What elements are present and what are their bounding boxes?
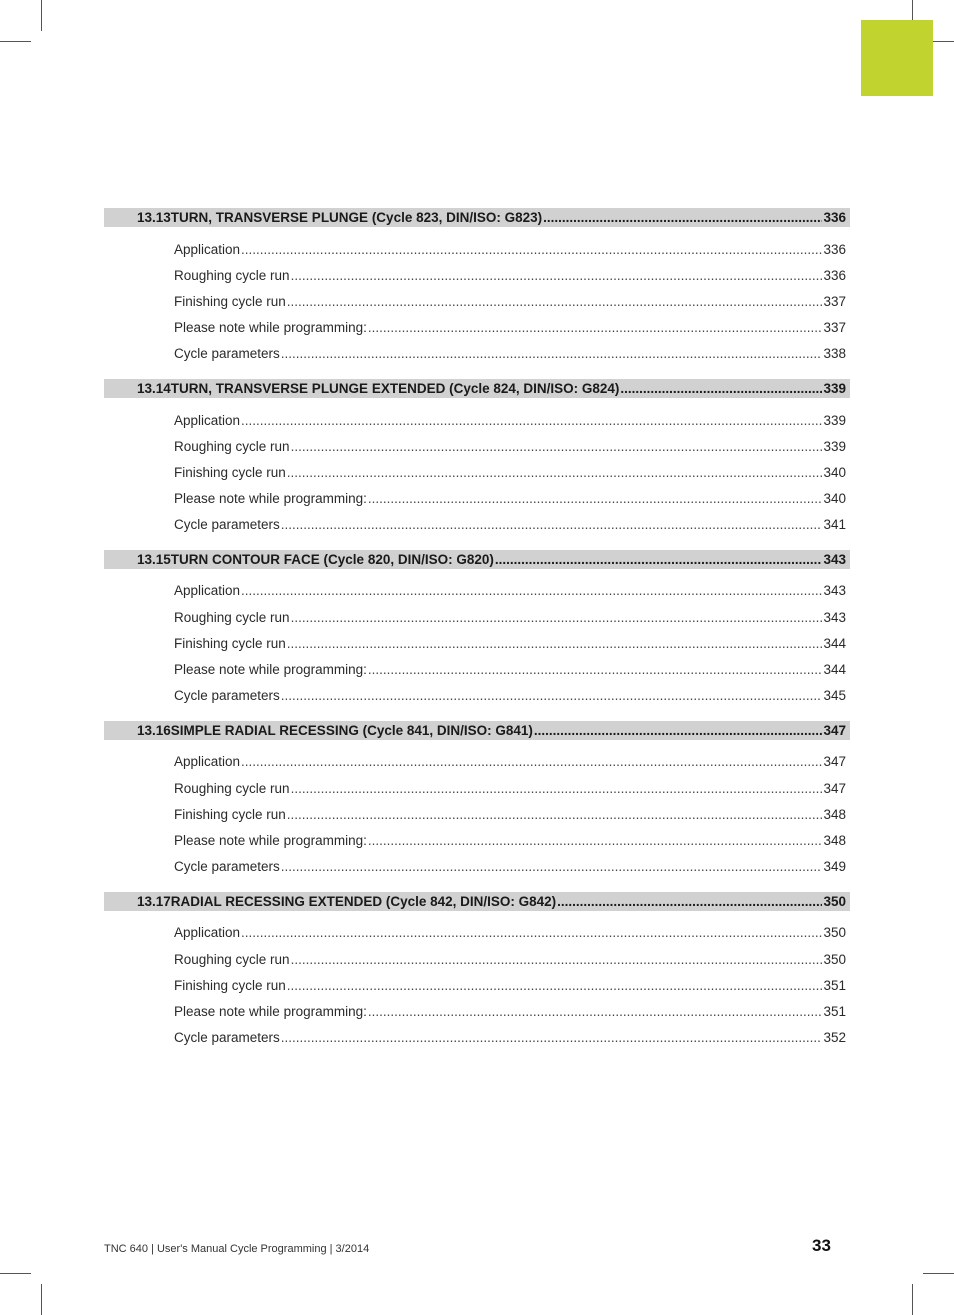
toc-section-heading[interactable] (104, 892, 850, 911)
section-title: SIMPLE RADIAL RECESSING (Cycle 841, DIN/ISO: G841) (170, 722, 533, 738)
dot-leader (287, 294, 823, 309)
toc-entry[interactable] (104, 578, 850, 604)
toc-entry[interactable] (104, 656, 850, 682)
section-number: 13.17 (137, 893, 171, 909)
chapter-tab-marker (861, 20, 933, 96)
entry-page-number: 347 (823, 780, 846, 796)
dot-leader (281, 346, 823, 361)
entry-page-number: 337 (823, 293, 846, 309)
entry-label: Roughing cycle run (174, 438, 290, 454)
crop-mark (912, 0, 913, 20)
dot-leader (368, 1004, 823, 1019)
toc-entry[interactable] (104, 407, 850, 433)
crop-mark (0, 1273, 31, 1274)
entry-label: Finishing cycle run (174, 293, 286, 309)
entry-page-number: 349 (823, 859, 846, 875)
dot-leader (287, 807, 823, 822)
entry-page-number: 341 (823, 517, 846, 533)
toc-entry[interactable] (104, 341, 850, 367)
toc-section-heading[interactable] (104, 550, 850, 569)
toc-section (104, 379, 850, 538)
toc-entry-list (104, 920, 850, 1051)
toc-entry[interactable] (104, 315, 850, 341)
toc-entry[interactable] (104, 854, 850, 880)
dot-leader (368, 320, 823, 335)
entry-page-number: 338 (823, 346, 846, 362)
crop-mark (0, 41, 31, 42)
entry-label: Roughing cycle run (174, 267, 290, 283)
entry-page-number: 350 (823, 925, 846, 941)
dot-leader (287, 636, 823, 651)
section-page-number: 339 (823, 380, 846, 396)
crop-mark (41, 0, 42, 31)
section-title: TURN, TRANSVERSE PLUNGE EXTENDED (Cycle 824, DIN/ISO: G824) (170, 380, 620, 396)
section-page-number: 336 (823, 210, 846, 225)
crop-mark (41, 1284, 42, 1315)
toc-section-heading[interactable] (104, 379, 850, 398)
entry-label: Application (174, 412, 241, 428)
entry-page-number: 340 (823, 464, 846, 480)
entry-label: Cycle parameters (174, 859, 280, 875)
toc-entry-list (104, 407, 850, 538)
entry-page-number: 350 (823, 951, 846, 967)
toc-entry[interactable] (104, 433, 850, 459)
entry-page-number: 336 (823, 241, 846, 257)
toc-entry[interactable] (104, 683, 850, 709)
section-number: 13.14 (137, 380, 171, 396)
dot-leader (368, 833, 823, 848)
toc-entry[interactable] (104, 459, 850, 485)
toc-entry[interactable] (104, 946, 850, 972)
dot-leader (291, 781, 823, 796)
entry-label: Finishing cycle run (174, 464, 286, 480)
entry-page-number: 344 (823, 662, 846, 678)
toc-section (104, 550, 850, 709)
toc-entry-list (104, 578, 850, 709)
page-number: 33 (812, 1236, 831, 1255)
entry-label: Finishing cycle run (174, 635, 286, 651)
dot-leader (291, 268, 823, 283)
entry-page-number: 336 (823, 267, 846, 283)
dot-leader (241, 583, 822, 598)
dot-leader (241, 413, 822, 428)
entry-page-number: 351 (823, 977, 846, 993)
toc-entry[interactable] (104, 972, 850, 998)
section-number: 13.15 (137, 551, 171, 567)
section-title: TURN CONTOUR FACE (Cycle 820, DIN/ISO: G820) (170, 551, 494, 567)
toc-section (104, 721, 850, 880)
entry-label: Please note while programming: (174, 832, 367, 848)
dot-leader (620, 381, 822, 396)
dot-leader (543, 210, 822, 225)
toc-entry[interactable] (104, 630, 850, 656)
entry-page-number: 339 (823, 438, 846, 454)
dot-leader (281, 688, 823, 703)
dot-leader (291, 952, 823, 967)
toc-entry[interactable] (104, 920, 850, 946)
entry-page-number: 343 (823, 609, 846, 625)
entry-page-number: 344 (823, 635, 846, 651)
toc-entry[interactable] (104, 486, 850, 512)
dot-leader (287, 978, 823, 993)
section-page-number: 343 (823, 551, 846, 567)
section-title: RADIAL RECESSING EXTENDED (Cycle 842, DIN/ISO: G842) (170, 893, 557, 909)
toc-section (104, 208, 850, 367)
entry-label: Cycle parameters (174, 1030, 280, 1046)
dot-leader (534, 723, 823, 738)
entry-label: Application (174, 583, 241, 599)
section-number: 13.13 (137, 210, 171, 225)
toc-section-heading[interactable] (104, 208, 850, 227)
table-of-contents (104, 208, 850, 1063)
section-page-number: 350 (823, 893, 846, 909)
crop-mark (933, 41, 954, 42)
toc-entry[interactable] (104, 236, 850, 262)
entry-page-number: 347 (823, 754, 846, 770)
entry-page-number: 348 (823, 832, 846, 848)
entry-label: Finishing cycle run (174, 977, 286, 993)
toc-entry[interactable] (104, 998, 850, 1024)
dot-leader (368, 662, 823, 677)
toc-entry-list (104, 236, 850, 367)
entry-page-number: 340 (823, 491, 846, 507)
crop-mark (923, 1273, 954, 1274)
crop-mark (912, 1284, 913, 1315)
section-page-number: 347 (823, 722, 846, 738)
entry-page-number: 343 (823, 583, 846, 599)
dot-leader (291, 610, 823, 625)
entry-page-number: 345 (823, 688, 846, 704)
entry-page-number: 352 (823, 1030, 846, 1046)
toc-section-heading[interactable] (104, 721, 850, 740)
entry-label: Roughing cycle run (174, 609, 290, 625)
toc-entry[interactable] (104, 512, 850, 538)
entry-label: Finishing cycle run (174, 806, 286, 822)
toc-entry-list (104, 749, 850, 880)
dot-leader (281, 859, 823, 874)
dot-leader (241, 754, 822, 769)
toc-entry[interactable] (104, 288, 850, 314)
entry-label: Please note while programming: (174, 491, 367, 507)
entry-page-number: 348 (823, 806, 846, 822)
entry-label: Please note while programming: (174, 320, 367, 336)
entry-label: Please note while programming: (174, 1003, 367, 1019)
entry-label: Please note while programming: (174, 662, 367, 678)
entry-page-number: 351 (823, 1003, 846, 1019)
page-footer: TNC 640 | User's Manual Cycle Programming | 3/2014 (104, 1243, 370, 1255)
dot-leader (557, 894, 822, 909)
entry-label: Cycle parameters (174, 517, 280, 533)
entry-page-number: 337 (823, 320, 846, 336)
dot-leader (241, 925, 822, 940)
entry-label: Cycle parameters (174, 346, 280, 362)
dot-leader (241, 242, 822, 257)
dot-leader (281, 517, 823, 532)
entry-label: Cycle parameters (174, 688, 280, 704)
entry-label: Roughing cycle run (174, 780, 290, 796)
toc-entry[interactable] (104, 1025, 850, 1051)
dot-leader (291, 439, 823, 454)
dot-leader (287, 465, 823, 480)
toc-entry[interactable] (104, 775, 850, 801)
entry-label: Application (174, 241, 241, 257)
toc-entry[interactable] (104, 262, 850, 288)
entry-page-number: 339 (823, 412, 846, 428)
entry-label: Application (174, 925, 241, 941)
toc-section (104, 892, 850, 1051)
toc-entry[interactable] (104, 749, 850, 775)
dot-leader (368, 491, 823, 506)
dot-leader (495, 552, 823, 567)
section-title: TURN, TRANSVERSE PLUNGE (Cycle 823, DIN/ISO: G823) (170, 210, 543, 225)
toc-entry[interactable] (104, 604, 850, 630)
toc-entry[interactable] (104, 827, 850, 853)
section-number: 13.16 (137, 722, 171, 738)
toc-entry[interactable] (104, 801, 850, 827)
dot-leader (281, 1030, 823, 1045)
entry-label: Application (174, 754, 241, 770)
entry-label: Roughing cycle run (174, 951, 290, 967)
